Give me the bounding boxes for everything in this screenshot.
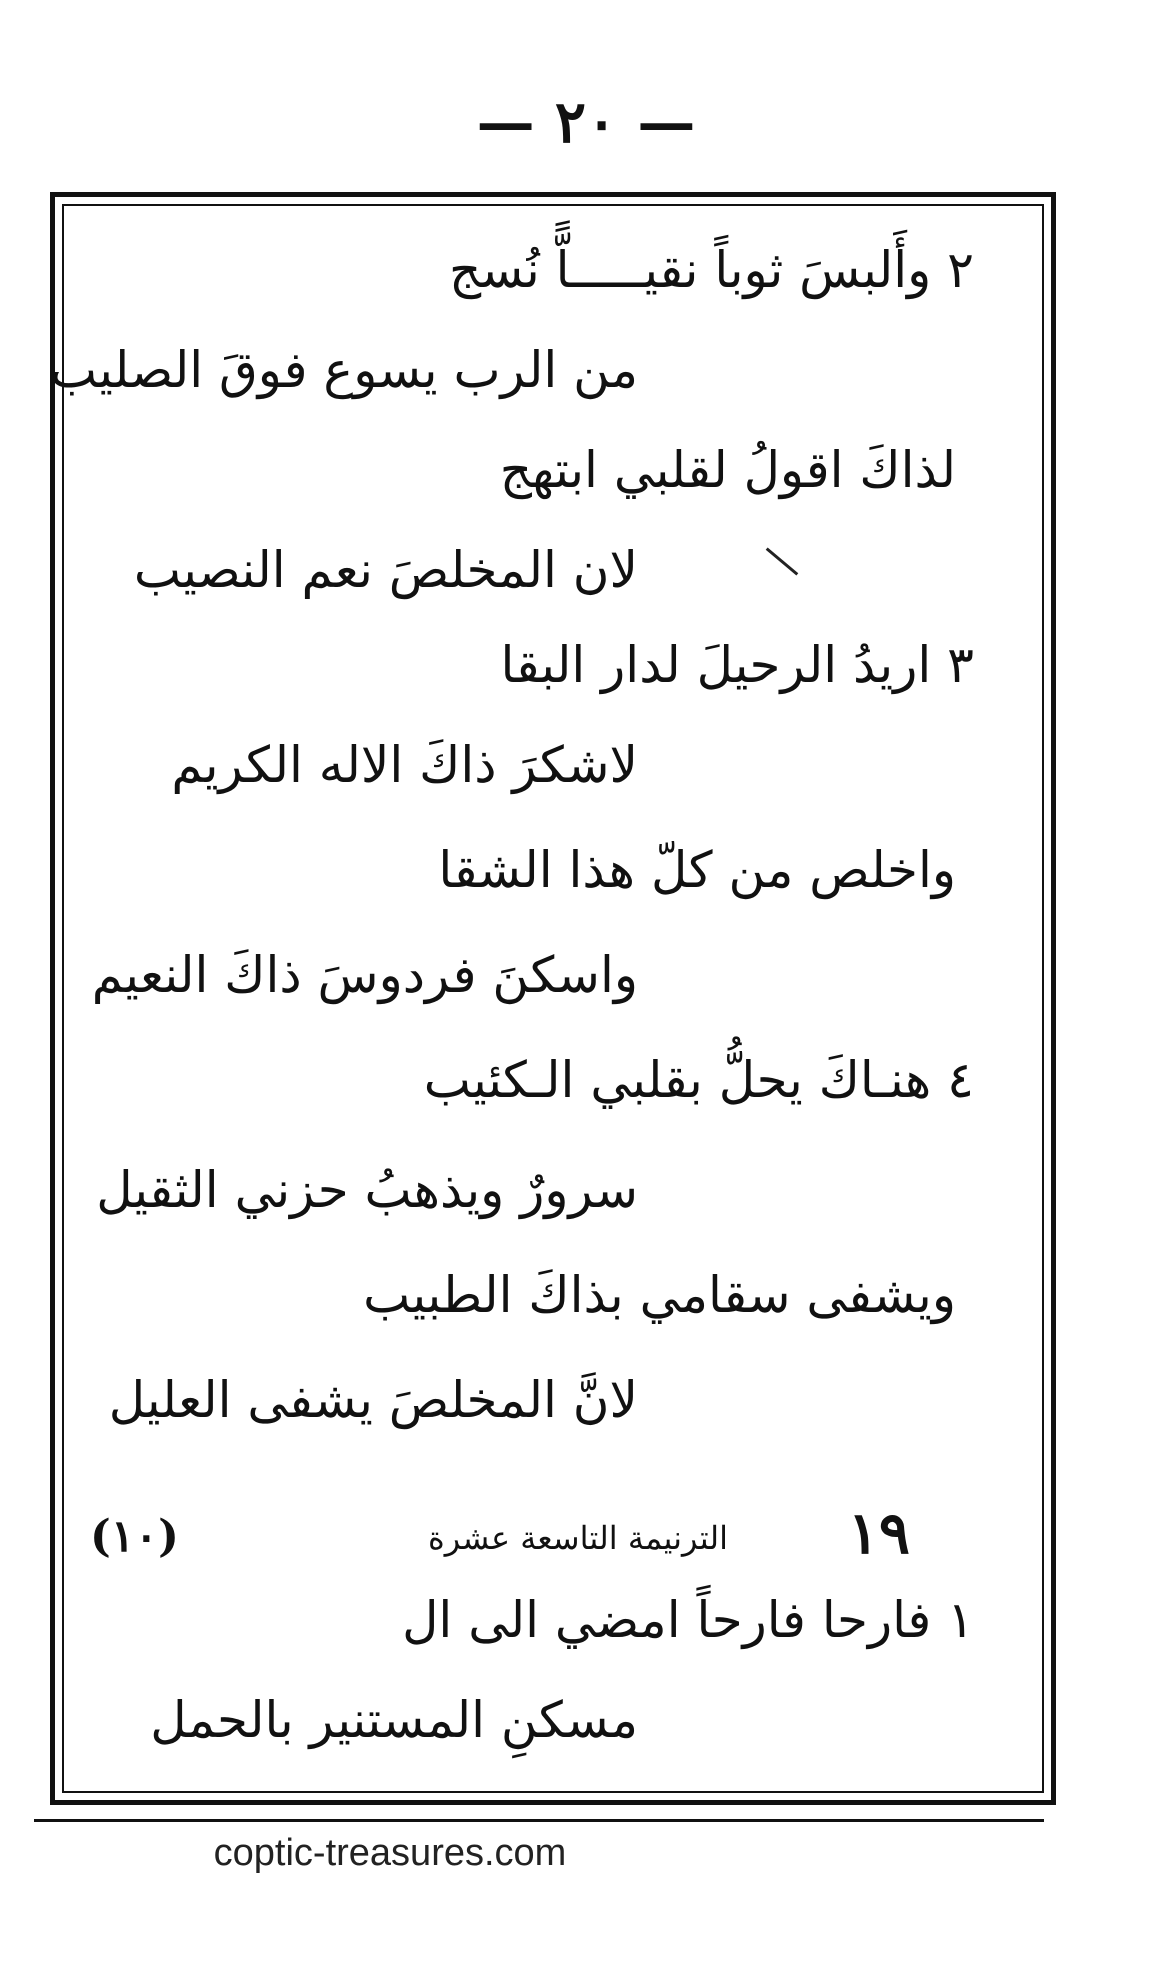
frame-bottom-line bbox=[34, 1819, 1044, 1822]
tune-number: (١٠) bbox=[90, 1511, 179, 1562]
hymn-line-5: ٣ اريدُ الرحيلَ لدار البقا bbox=[500, 636, 974, 694]
footer-watermark: coptic-treasures.com bbox=[213, 1832, 567, 1874]
hymn-line-1: ٢ وأَلبسَ ثوباً نقيـــــاًّ نُسج bbox=[448, 241, 974, 299]
hymn-line-11: ويشفى سقامي بذاكَ الطبيب bbox=[363, 1266, 956, 1324]
hymn-line-10: سرورٌ ويذهبُ حزني الثقيل bbox=[96, 1161, 638, 1219]
hymn-line-14: مسكنِ المستنير بالحمل bbox=[150, 1691, 638, 1749]
hymn-number: ١٩ bbox=[847, 1499, 910, 1567]
hymn-header bbox=[90, 1499, 910, 1575]
hymn-line-13: ١ فارحا فارحاً امضي الى ال bbox=[402, 1591, 974, 1649]
hymn-line-8: واسكنَ فردوسَ ذاكَ النعيم bbox=[91, 946, 638, 1004]
hymn-line-6: لاشكرَ ذاكَ الاله الكريم bbox=[171, 736, 638, 794]
hymn-title: الترنيمة التاسعة عشرة bbox=[427, 1519, 728, 1557]
page-number: — ٢٠ — bbox=[476, 88, 696, 156]
hymn-line-2: من الرب يسوع فوقَ الصليب bbox=[49, 341, 638, 399]
hymn-line-7: واخلص من كلّ هذا الشقا bbox=[438, 841, 956, 899]
hymn-line-9: ٤ هنـاكَ يحلُّ بقلبي الـكئيب bbox=[423, 1051, 974, 1109]
hymn-line-12: لانَّ المخلصَ يشفى العليل bbox=[108, 1371, 638, 1429]
hymn-line-4: لان المخلصَ نعم النصيب bbox=[133, 541, 638, 599]
hymn-line-3: لذاكَ اقولُ لقلبي ابتهج bbox=[499, 441, 956, 499]
